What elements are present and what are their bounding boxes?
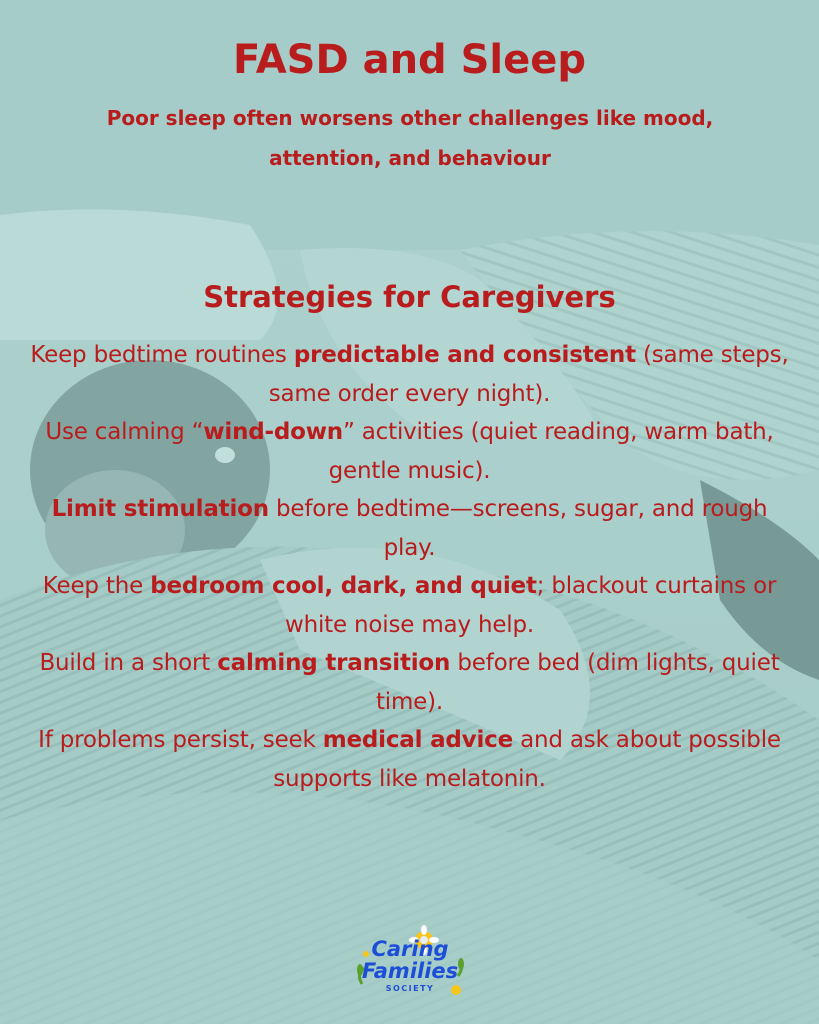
caring-families-society-logo bbox=[352, 924, 468, 1024]
page-title: FASD and Sleep bbox=[232, 37, 587, 83]
page-subtitle: Poor sleep often worsens other challenges like mood, attention, and behaviour bbox=[106, 106, 714, 170]
strategy-list bbox=[25, 336, 794, 798]
section-heading: Strategies for Caregivers bbox=[203, 280, 616, 314]
logo-line-3: SOCIETY bbox=[385, 984, 435, 993]
strategy-item: If problems persist, seek medical advice and ask about possible supports like melatonin. bbox=[38, 727, 781, 792]
strategy-item: Keep the bedroom cool, dark, and quiet; blackout curtains or white noise may help. bbox=[42, 573, 777, 638]
logo-line-2: Families bbox=[361, 959, 459, 983]
strategy-item: Build in a short calming transition before bed (dim lights, quiet time). bbox=[39, 650, 780, 715]
strategy-item: Limit stimulation before bedtime—screens, sugar, and rough play. bbox=[51, 496, 768, 561]
strategy-item: Keep bedtime routines predictable and consistent (same steps, same order every night). bbox=[30, 342, 789, 407]
logo-line-1: Caring bbox=[371, 937, 449, 961]
strategy-item: Use calming “wind-down” activities (quiet reading, warm bath, gentle music). bbox=[45, 419, 774, 484]
